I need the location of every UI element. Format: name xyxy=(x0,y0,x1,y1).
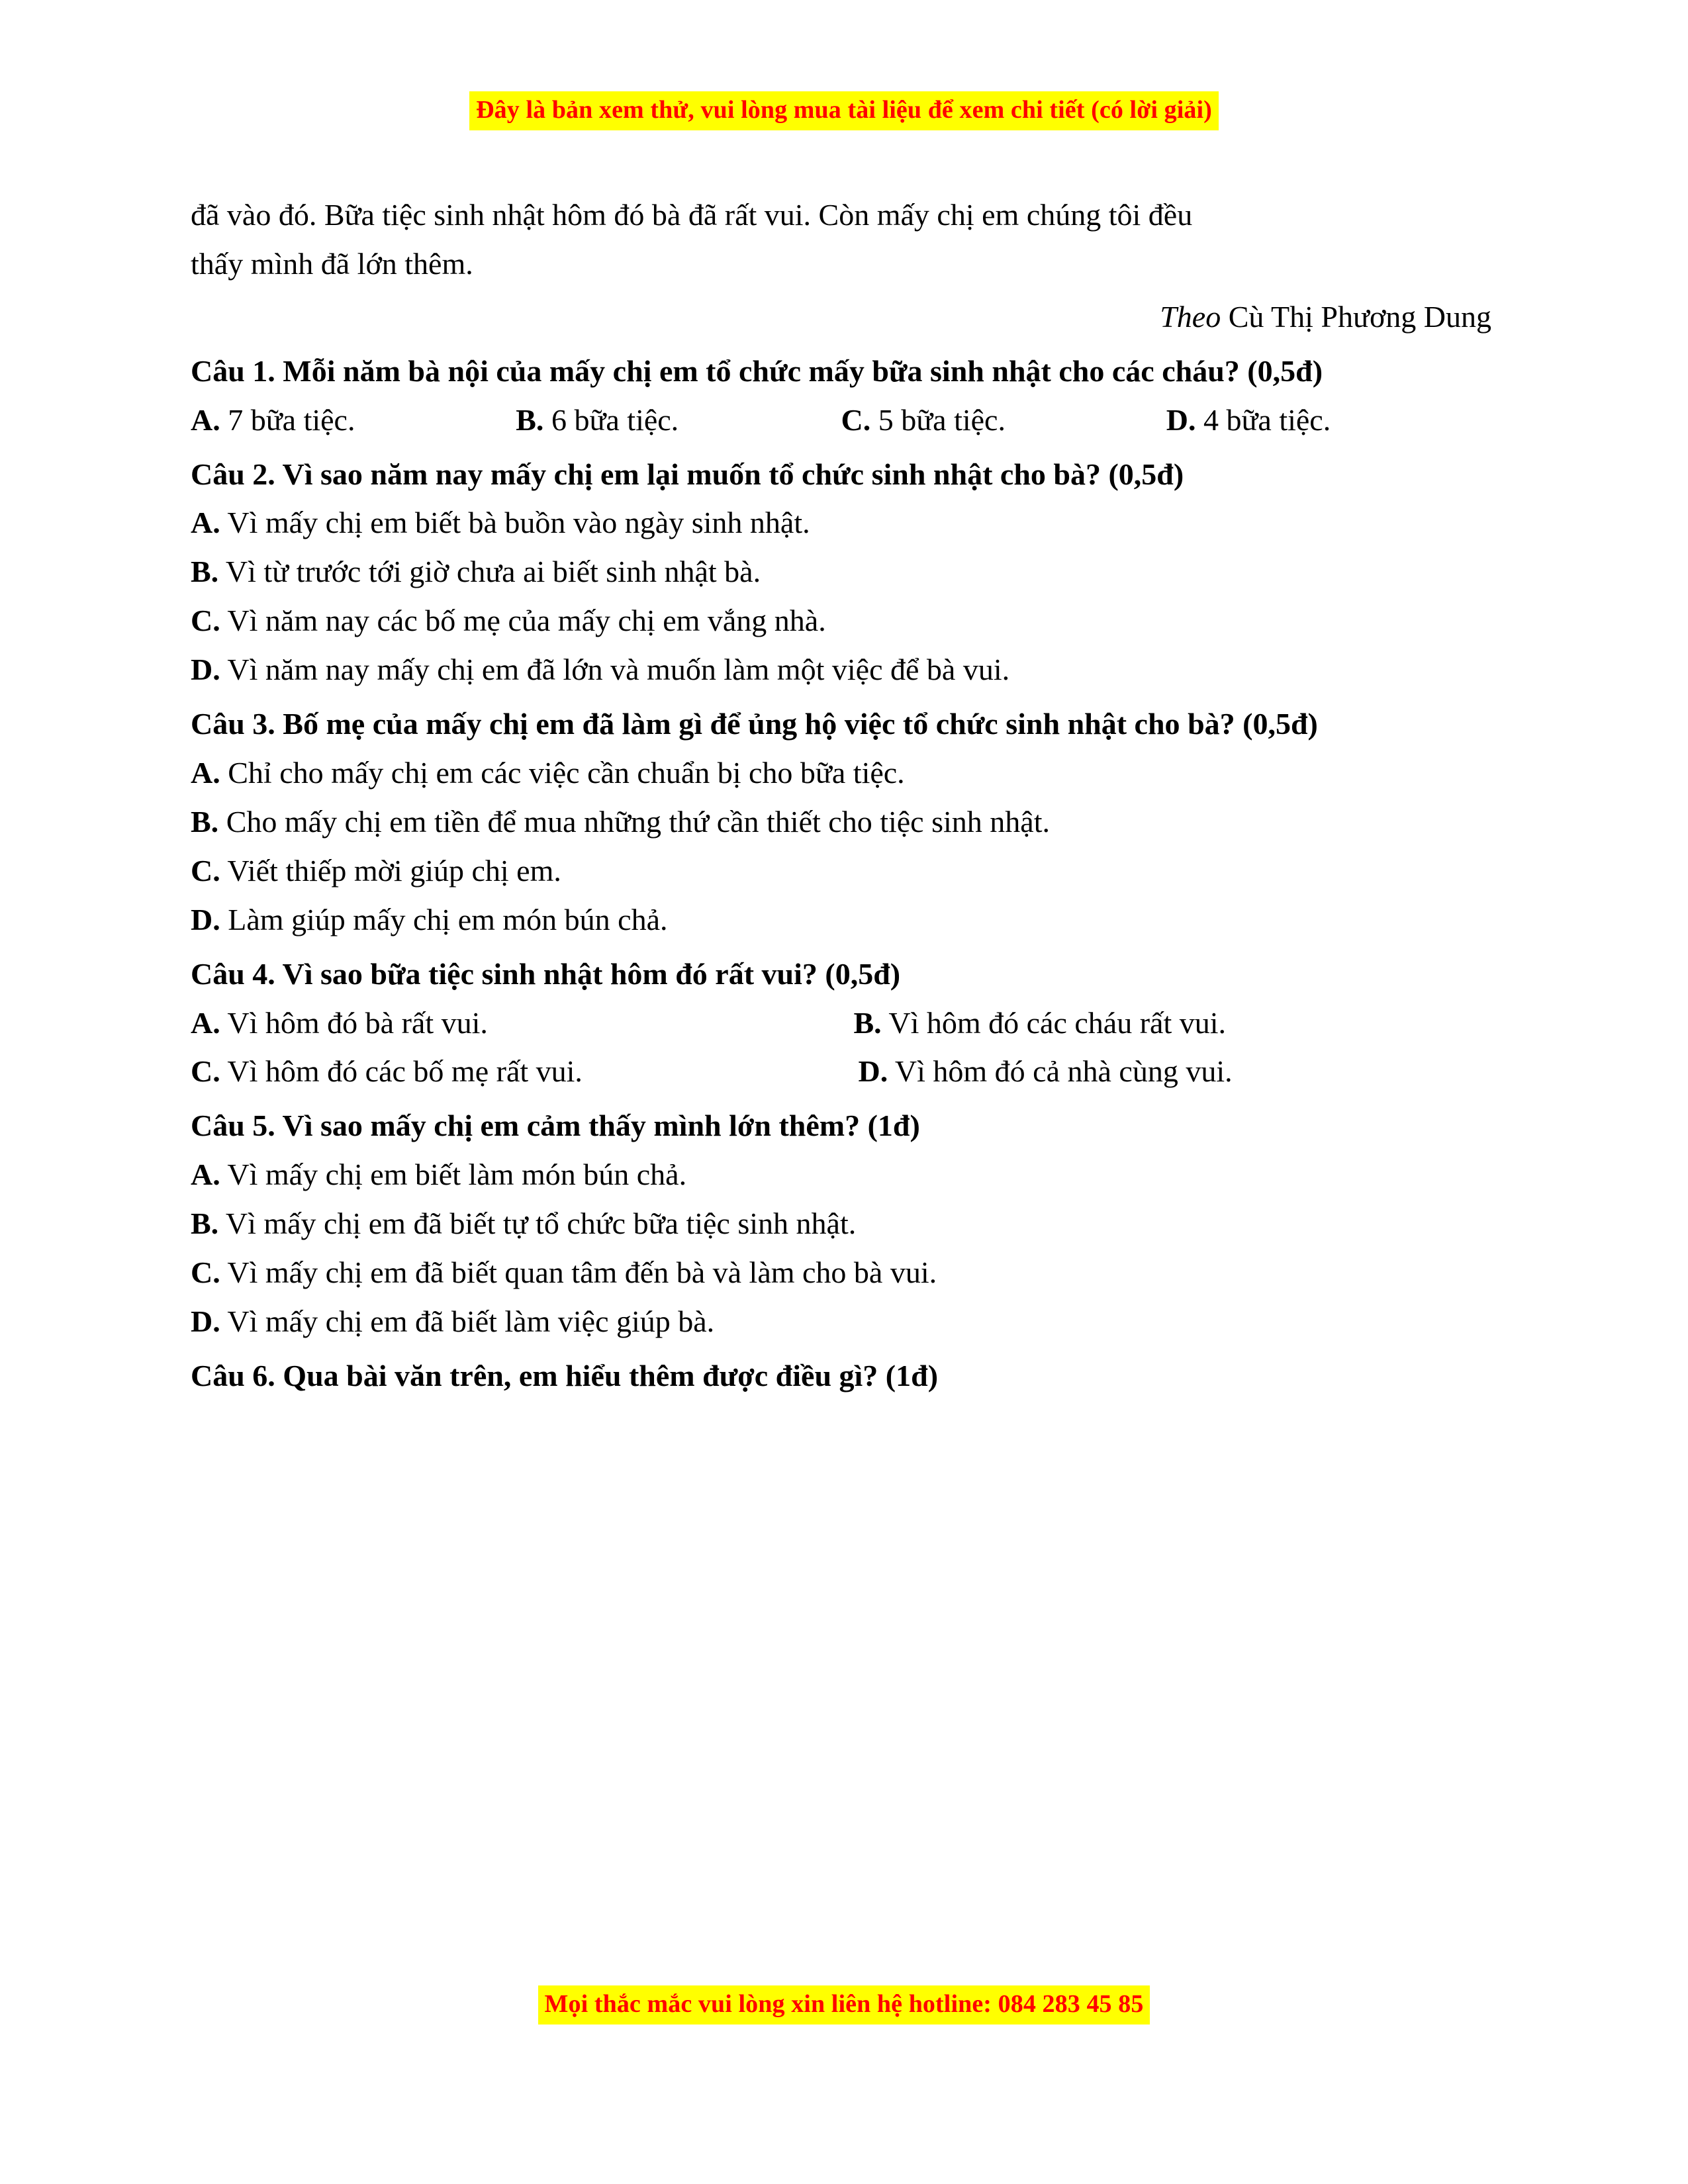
option-2-b-label: B. xyxy=(191,555,219,589)
option-2-d[interactable] xyxy=(191,647,1491,693)
option-3-b[interactable] xyxy=(191,799,1491,845)
option-4-d[interactable] xyxy=(824,1048,1492,1095)
option-5-a[interactable] xyxy=(191,1152,1491,1198)
passage-line-2: thấy mình đã lớn thêm. xyxy=(191,246,473,281)
option-4-a[interactable] xyxy=(191,1000,829,1046)
option-5-b-label: B. xyxy=(191,1206,219,1241)
question-3-heading xyxy=(191,701,1491,747)
option-2-b[interactable] xyxy=(191,549,1491,595)
option-1-a-label: A. xyxy=(191,402,220,437)
question-3-heading-line-2: bà? (0,5đ) xyxy=(1188,707,1318,741)
option-2-b-text: Vì từ trước tới giờ chưa ai biết sinh nhật bà. xyxy=(218,555,761,589)
hotline-text: Mọi thắc mắc vui lòng xin liên hệ hotline: 084 283 45 85 xyxy=(538,1985,1150,2025)
option-1-b-text: 6 bữa tiệc. xyxy=(543,402,679,437)
attribution-theo: Theo xyxy=(1160,299,1221,334)
option-3-b-label: B. xyxy=(191,804,219,839)
passage-attribution xyxy=(191,294,1491,340)
option-4-c[interactable] xyxy=(191,1048,824,1095)
preview-notice-text: Đây là bản xem thử, vui lòng mua tài liệu để xem chi tiết (có lời giải) xyxy=(469,91,1219,130)
option-5-a-label: A. xyxy=(191,1158,220,1192)
option-1-c[interactable] xyxy=(841,397,1166,443)
question-3-heading-line-1: Câu 3. Bố mẹ của mấy chị em đã làm gì để ủng hộ việc tổ chức sinh nhật cho xyxy=(191,707,1180,741)
option-5-d-text: Vì mấy chị em đã biết làm việc giúp bà. xyxy=(220,1304,715,1338)
attribution-author: Cù Thị Phương Dung xyxy=(1221,299,1491,334)
document-body xyxy=(191,192,1491,1400)
option-5-c-text: Vì mấy chị em đã biết quan tâm đến bà và làm cho bà vui. xyxy=(220,1255,937,1290)
option-1-c-label: C. xyxy=(841,402,871,437)
question-2-heading: Câu 2. Vì sao năm nay mấy chị em lại muốn tổ chức sinh nhật cho bà? (0,5đ) xyxy=(191,457,1184,491)
option-4-c-label: C. xyxy=(191,1054,220,1089)
option-2-d-label: D. xyxy=(191,653,220,687)
question-6-heading: Câu 6. Qua bài văn trên, em hiểu thêm được điều gì? (1đ) xyxy=(191,1358,939,1392)
option-1-b-label: B. xyxy=(516,402,544,437)
option-2-c-text: Vì năm nay các bố mẹ của mấy chị em vắng nhà. xyxy=(220,604,826,638)
option-2-c-label: C. xyxy=(191,604,220,638)
option-3-d-label: D. xyxy=(191,902,220,936)
option-5-a-text: Vì mấy chị em biết làm món bún chả. xyxy=(220,1158,687,1192)
option-2-a-text: Vì mấy chị em biết bà buồn vào ngày sinh nhật. xyxy=(220,506,810,540)
option-5-d[interactable] xyxy=(191,1298,1491,1345)
option-2-d-text: Vì năm nay mấy chị em đã lớn và muốn làm một việc để bà vui. xyxy=(220,653,1010,687)
question-5-heading: Câu 5. Vì sao mấy chị em cảm thấy mình lớn thêm? (1đ) xyxy=(191,1109,920,1143)
option-3-a-text: Chỉ cho mấy chị em các việc cần chuẩn bị cho bữa tiệc. xyxy=(220,755,905,790)
option-4-c-text: Vì hôm đó các bố mẹ rất vui. xyxy=(220,1054,583,1089)
question-1-heading-line-2: cháu? (0,5đ) xyxy=(1162,353,1323,388)
option-2-a[interactable] xyxy=(191,500,1491,546)
option-3-d[interactable] xyxy=(191,897,1491,943)
hotline-banner xyxy=(0,1985,1688,2025)
question-1-heading-line-1: Câu 1. Mỗi năm bà nội của mấy chị em tổ chức mấy bữa sinh nhật cho các xyxy=(191,353,1154,388)
option-1-a[interactable] xyxy=(191,397,516,443)
question-4-options-row-2 xyxy=(191,1048,1491,1095)
option-4-d-text: Vì hôm đó cả nhà cùng vui. xyxy=(888,1054,1233,1089)
option-3-b-text: Cho mấy chị em tiền để mua những thứ cần thiết cho tiệc sinh nhật. xyxy=(218,804,1050,839)
question-1-heading xyxy=(191,348,1491,394)
passage-line-1: đã vào đó. Bữa tiệc sinh nhật hôm đó bà đã rất vui. Còn mấy chị em chúng tôi đều xyxy=(191,198,1193,232)
option-3-c[interactable] xyxy=(191,848,1491,894)
option-5-b-text: Vì mấy chị em đã biết tự tổ chức bữa tiệc sinh nhật. xyxy=(218,1206,857,1241)
preview-notice-banner xyxy=(0,91,1688,130)
option-3-c-label: C. xyxy=(191,853,220,887)
option-4-b[interactable] xyxy=(829,1000,1492,1046)
option-3-a[interactable] xyxy=(191,750,1491,796)
option-5-c-label: C. xyxy=(191,1255,220,1290)
option-1-d[interactable] xyxy=(1166,397,1491,443)
option-5-b[interactable] xyxy=(191,1201,1491,1247)
option-3-a-label: A. xyxy=(191,755,220,790)
option-4-a-label: A. xyxy=(191,1005,220,1040)
option-4-a-text: Vì hôm đó bà rất vui. xyxy=(220,1005,488,1040)
option-2-c[interactable] xyxy=(191,598,1491,644)
question-4-options-row-1 xyxy=(191,1000,1491,1046)
option-4-b-text: Vì hôm đó các cháu rất vui. xyxy=(881,1005,1227,1040)
option-4-b-label: B. xyxy=(853,1005,882,1040)
option-1-b[interactable] xyxy=(516,397,841,443)
question-4-heading: Câu 4. Vì sao bữa tiệc sinh nhật hôm đó rất vui? (0,5đ) xyxy=(191,956,901,991)
option-1-d-label: D. xyxy=(1166,402,1196,437)
option-5-c[interactable] xyxy=(191,1250,1491,1296)
option-2-a-label: A. xyxy=(191,506,220,540)
question-1-options xyxy=(191,397,1491,443)
option-5-d-label: D. xyxy=(191,1304,220,1338)
option-3-d-text: Làm giúp mấy chị em món bún chả. xyxy=(220,902,668,936)
option-1-a-text: 7 bữa tiệc. xyxy=(220,402,355,437)
option-1-d-text: 4 bữa tiệc. xyxy=(1196,402,1331,437)
option-3-c-text: Viết thiếp mời giúp chị em. xyxy=(220,853,561,887)
option-4-d-label: D. xyxy=(858,1054,888,1089)
option-1-c-text: 5 bữa tiệc. xyxy=(870,402,1006,437)
